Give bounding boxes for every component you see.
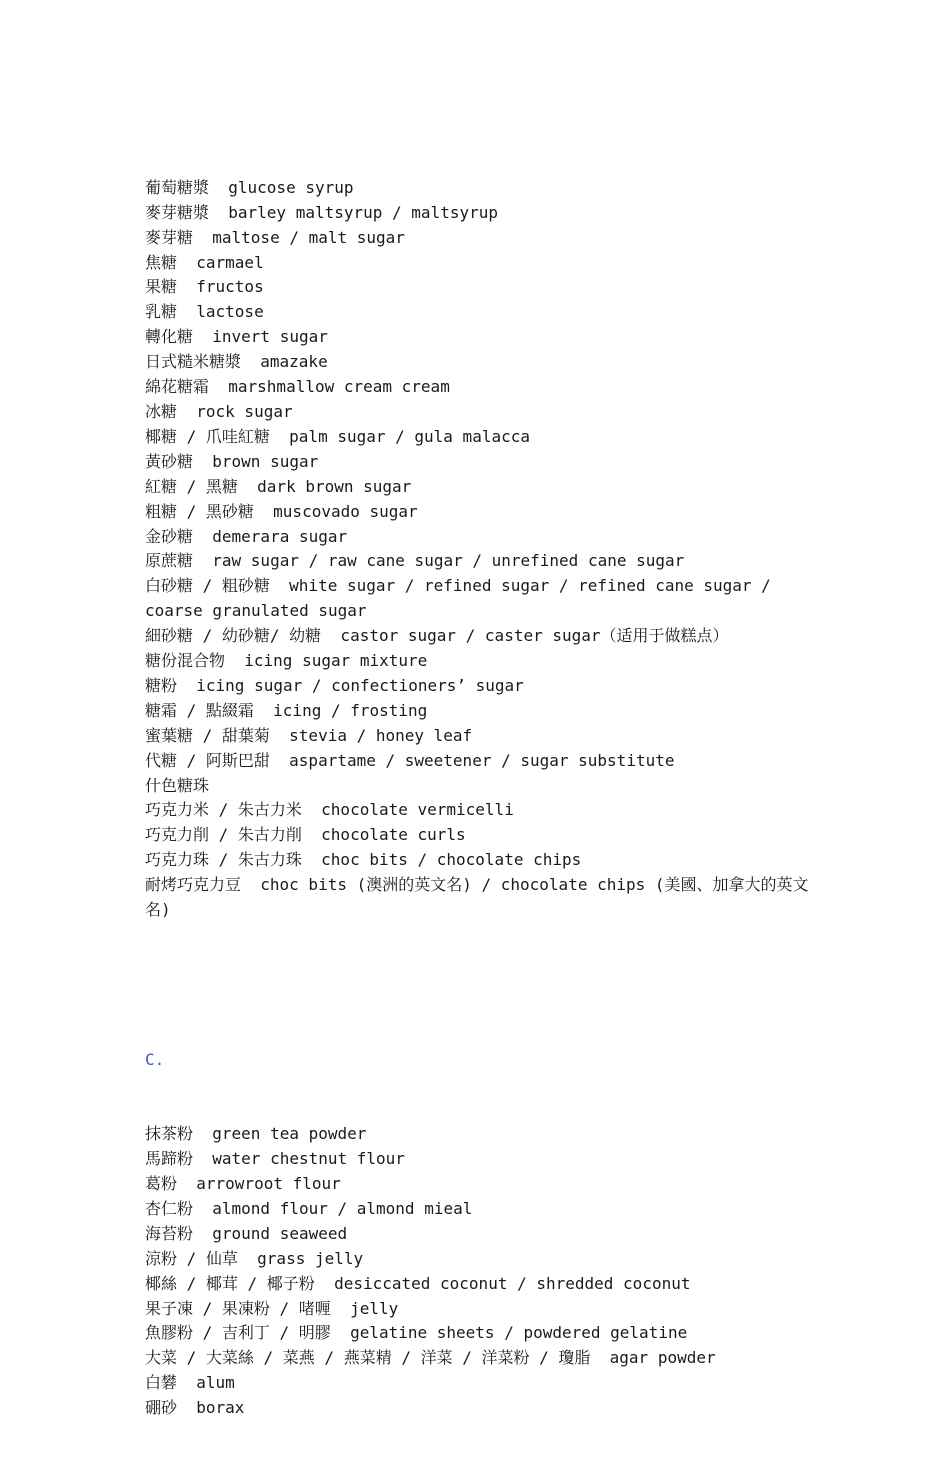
glossary-entry: 葡萄糖漿 glucose syrup <box>145 177 354 197</box>
section-spacer <box>145 973 825 998</box>
glossary-entry: 果子凍 / 果凍粉 / 啫喱 jelly <box>145 1298 399 1318</box>
glossary-entry: 魚膠粉 / 吉利丁 / 明膠 gelatine sheets / powdered gelatine <box>145 1323 688 1343</box>
glossary-entry: 原蔗糖 raw sugar / raw cane sugar / unrefined cane sugar <box>145 551 685 571</box>
glossary-entry: 耐烤巧克力豆 choc bits (澳洲的英文名) / chocolate chips (美國、加拿大的英文名) <box>145 875 809 920</box>
glossary-entry: 細砂糖 / 幼砂糖/ 幼糖 castor sugar / caster sugar（适用于做糕点） <box>145 626 729 646</box>
glossary-entry: 蜜葉糖 / 甜葉菊 stevia / honey leaf <box>145 725 473 745</box>
glossary-entry: 冰糖 rock sugar <box>145 401 293 421</box>
glossary-entry: 焦糖 carmael <box>145 252 264 272</box>
section-c-heading: C. <box>145 1049 165 1069</box>
glossary-content <box>145 126 825 1471</box>
glossary-entry: 黃砂糖 brown sugar <box>145 451 319 471</box>
glossary-entry: 椰糖 / 爪哇紅糖 palm sugar / gula malacca <box>145 426 530 446</box>
glossary-entry: 大菜 / 大菜絲 / 菜燕 / 燕菜精 / 洋菜 / 洋菜粉 / 瓊脂 agar powder <box>145 1348 716 1368</box>
glossary-entry: 金砂糖 demerara sugar <box>145 526 348 546</box>
glossary-entry: 白砂糖 / 粗砂糖 white sugar / refined sugar / refined cane sugar / coarse granulated sugar <box>145 576 781 621</box>
glossary-entry: 麥芽糖漿 barley maltsyrup / maltsyrup <box>145 202 498 222</box>
glossary-entry: 轉化糖 invert sugar <box>145 327 328 347</box>
section-b-list <box>145 176 825 923</box>
glossary-entry: 葛粉 arrowroot flour <box>145 1174 341 1194</box>
glossary-entry: 巧克力削 / 朱古力削 chocolate curls <box>145 825 466 845</box>
glossary-entry: 椰絲 / 椰茸 / 椰子粉 desiccated coconut / shredded coconut <box>145 1273 691 1293</box>
glossary-entry: 糖粉 icing sugar / confectioners’ sugar <box>145 675 524 695</box>
glossary-entry: 粗糖 / 黑砂糖 muscovado sugar <box>145 501 418 521</box>
glossary-entry: 抹茶粉 green tea powder <box>145 1124 367 1144</box>
glossary-entry: 海苔粉 ground seaweed <box>145 1223 348 1243</box>
glossary-entry: 什色糖珠 <box>145 775 210 795</box>
glossary-entry: 白礬 alum <box>145 1373 235 1393</box>
glossary-entry: 涼粉 / 仙草 grass jelly <box>145 1248 364 1268</box>
glossary-entry: 麥芽糖 maltose / malt sugar <box>145 227 405 247</box>
section-c-list <box>145 1122 825 1421</box>
glossary-entry: 果糖 fructos <box>145 277 264 297</box>
glossary-entry: 乳糖 lactose <box>145 302 264 322</box>
glossary-entry: 紅糖 / 黑糖 dark brown sugar <box>145 476 412 496</box>
glossary-entry: 代糖 / 阿斯巴甜 aspartame / sweetener / sugar substitute <box>145 750 675 770</box>
glossary-entry: 糖份混合物 icing sugar mixture <box>145 651 428 671</box>
glossary-entry: 糖霜 / 點綴霜 icing / frosting <box>145 700 428 720</box>
glossary-entry: 日式糙米糖漿 amazake <box>145 352 328 372</box>
glossary-entry: 馬蹄粉 water chestnut flour <box>145 1149 405 1169</box>
glossary-entry: 巧克力珠 / 朱古力珠 choc bits / chocolate chips <box>145 850 582 870</box>
glossary-entry: 硼砂 borax <box>145 1398 245 1418</box>
glossary-entry: 杏仁粉 almond flour / almond mieal <box>145 1198 473 1218</box>
glossary-entry: 巧克力米 / 朱古力米 chocolate vermicelli <box>145 800 514 820</box>
glossary-entry: 綿花糖霜 marshmallow cream cream <box>145 377 450 397</box>
